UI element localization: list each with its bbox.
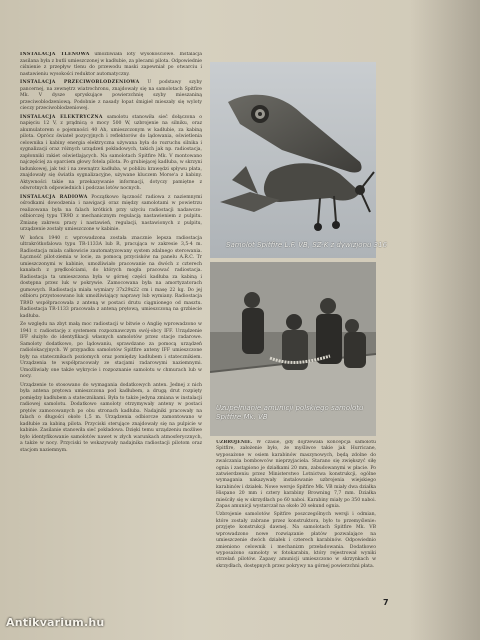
paragraph-heading: INSTALACJA TLENOWA: [20, 52, 90, 57]
paragraph-iff-2: [20, 383, 202, 455]
paragraph-radio: [20, 195, 202, 234]
spitfire-photo: [210, 62, 376, 258]
page-number: 7: [383, 598, 389, 607]
paragraph-armament: [216, 440, 376, 510]
paragraph-armament-2: [216, 512, 376, 570]
photo2-caption: Uzupełnianie amunicji polskiego samolotu Spitfire Mk. VB: [216, 404, 364, 421]
paragraph-oxygen: [20, 52, 202, 78]
paragraph-electric: [20, 115, 202, 193]
paragraph-body: W końcu 1940 r. wprowadzona została znacznie lepsza radiostacja ultrakrótkofalowa typu TR-1133A lub R, pracująca w zakresie 3,5-4 m. Radiostacja miała całkowicie zautomatyzowany system zdalnego sterowania. Łączność pilot-ziemia w locie, za pomocą przycisków na panelu A.R.C. Tr umieszczonymi w kabinie, umożliwiało pracowanie na dwóch z czterech kanałach z prędkościami, do których mogła pracować radiostacja. Radiostacja ta umieszczona była w górnej części kadłuba za kabiną i dostępna przez luk w pokrywie. Zamocowana była na amortyzatorach gumowych. Radiostacja miała wymiary 37x29x22 cm i masę 22 kg. Do jej odbioru przystosowano luk umożliwiający naprawy lub wymiany. Radiostacja TR9D współpracowała z anteną w postaci drutu ciągnionego od masztu. Radiostacja TR-1133 pracowała z anteną prętową, umieszczoną na grzbiecie kadłuba.: [20, 235, 202, 319]
paragraph-body: Urządzenie to stosowano do wymagania dodatkowych anten. Jednej z nich była antena prętowa umieszczona pod kadłubem, a drugą drut rozpięty pomiędzy kadłubem a statecznikami. Była to także jedyna zmiana w instalacji radiowej samolotu. Dodatkowo samoloty otrzymywały anteny w postaci prętów zamocowanych po obu stronach kadłuba. Nadajniki pracowały na falach o długości około 1,5 m. Urządzenia odbiorcze zamontowano w kadłubie za kabiną pilota. Przyciski sterujące znajdowały się na pulpicie w kabinie. Zasilanie stanowiła sieć pokładowa. Dzięki temu urządzeniu możliwe było identyfikowanie samolotów nawet w złych warunkach atmosferycznych, a także w nocy. Przyciski te wskazywały nadajnika radiostacji pilotom oraz stacjom naziemnym.: [20, 382, 202, 453]
paragraph-heading: INSTALACJA RADIOWA: [20, 194, 88, 200]
paragraph-body: Początkowo łączność radiowa z naziemnymi ośrodkami dowodzenia i nawigacji oraz między samolotami w powietrzu realizowana była na falach krótkich przy użyciu radiostacji nadawczo-odbiorczej typu TR9D z mechanicznym regulacją nastawieniem z pulpitu. Zmianę zakresu pracy i nastawień, regulacji, nastawionych z pulpitu, urządzenie zostały umieszczone w kabinie.: [20, 194, 202, 232]
paragraph-body: Ze względu na zbyt małą moc radiostacji w bitwie o Anglię wprowadzono w 1941 r. radiostację z systemem rozpoznawczym swój-obcy IFF. Urządzenie IFF służyło do identyfikacji własnych samolotów przez stacje radarowe. Samoloty dodatkowo, po lądowaniu, sprawdzano za pomocą urządzeń radiolokacyjnych. W przypadku samolotów Spitfire anteny IFF umieszczone były na statecznikach poziomych oraz pomiędzy kadłubem i statecznikiem. Urządzenia te współpracowały ze stacjami radarowymi naziemnymi. Umożliwiały one także wykrycie i rozpoznanie samolotu w chmurach lub w nocy.: [20, 322, 202, 379]
right-text-column: [216, 440, 376, 618]
paragraph-heading: INSTALACJA PRZECIWOBLODZENIOWA: [20, 80, 140, 85]
photo1-caption: Samolot Spitfire L.F. VB, SZ-K z dywizjonu 316: [226, 241, 388, 249]
paragraph-body: Uzbrojenie samolotów Spitfire poszczególnych wersji i odmian, które zostały zabrane przez konstruktora, było to przemyślenie: przyjęte konstrukcji dawnej. Na samolotach Spitfire Mk. VB wprowadzono nowe rozwiązanie płatów pozwalające na umieszczenie dwóch działek i czterech karabinów. Odpowiednio zmieniono celownik i mechanizm przeładowania. Dodatkowo wyposażono samoloty w fotokarabin, który rejestrował wyniki strzelań pilotów. Zapasy amunicji umieszczono w skrzynkach w skrzydłach, dostępnych przez pokrywy na górnej powierzchni płata.: [216, 512, 376, 569]
watermark: Antikvarium.hu: [6, 616, 105, 629]
left-text-column: [20, 52, 202, 620]
spitfire-airplane-image: [210, 62, 376, 258]
paragraph-heading: INSTALACJA ELEKTRYCZNA: [20, 114, 103, 120]
paragraph-body: U podstawy szyby pancernej, na zewnętrz wiatrochronu, znajdowały się na samolotach Spitfire Mk. V dysze spryskujące powierzchnię szyby mieszaniną przeciwoblodzeniową. Podobnie z nasady łopat śmigieł mieszały się wyloty cieczy przeciwoblodzeniowej.: [20, 80, 202, 111]
paragraph-body: W czasie, gdy dojrzewała koncepcja samolotu Spitfire, założenie było, że myśliwce takie jak Hurricane, wyposażone w osiem karabinów maszynowych, będą zdolne do zwalczania bombowców nieprzyjaciela. Starano się zwiększyć siłę ognia i zastąpiono je działkami 20 mm, zabudowanymi w płacie. Po zatwierdzeniu przez Ministerstwo Lotnictwa konstrukcji, ogólne wymagania nakazywały instalowanie uzbrojenia wiejskiego karabinów i działek. Nowe wersje Spitfire Mk. VB miały dwa działka Hispano 20 mm i cztery karabiny Browning 7,7 mm. Działka mieściły się w skrzydłach po 60 naboi. Karabiny miały po 350 naboi. Zapas amunicji wystarczał na około 20 sekund ognia.: [216, 440, 376, 510]
paragraph-iff: [20, 322, 202, 381]
paragraph-body: umożliwiała loty wysokościowe. Instalacja zasilana była z butli umieszczonej w kadłubie, za plecami pilota. Odpowiednie ciśnienie z przepływ tlenu do przewodu maski zapewniał po otwarciu i nastawieniu wysokości reduktor automatyczny.: [20, 52, 202, 77]
paragraph-heading: UZBROJENIE.: [216, 440, 253, 445]
paragraph-body: samolotu stanowiła sieć dołączona o napięciu 12 V, z prądnicą o mocy 500 W, uzbrojenie na silniku, oraz akumulatorem o pojemności 40 Ah, umieszczonym w kadłubie, za kabiną pilota. Oprócz świateł pozycyjnych i reflektorów do lądowania, oświetlenia celownika i kabiny energia elektryczna używana była do rozruchu silnika i sygnalizacji oraz różnych urządzeń pokładowych, takich jak np. radiostacja, zapłonniki rakiet oświetlających. Na samolotach Spitfire Mk. V montowano najczęściej za oparciem głowy fotela pilota. Po grubiejącej kadłuba, w skrzyni ładunkowej, jak też i na zewnątrz kadłuba, w pobliżu krawędzi spływu płata, znajdowały się światła sygnalizacyjne, używane kluczem Morse'a z kabiny. Aktywności takie na przekazywanie informacji, dotyczy pamiętne z odwrotnych odpowiednich i podczas lotów nocnych.: [20, 114, 202, 191]
page-shadow: [410, 0, 480, 640]
paragraph-deicing: [20, 80, 202, 113]
paragraph-radio-2: [20, 236, 202, 321]
